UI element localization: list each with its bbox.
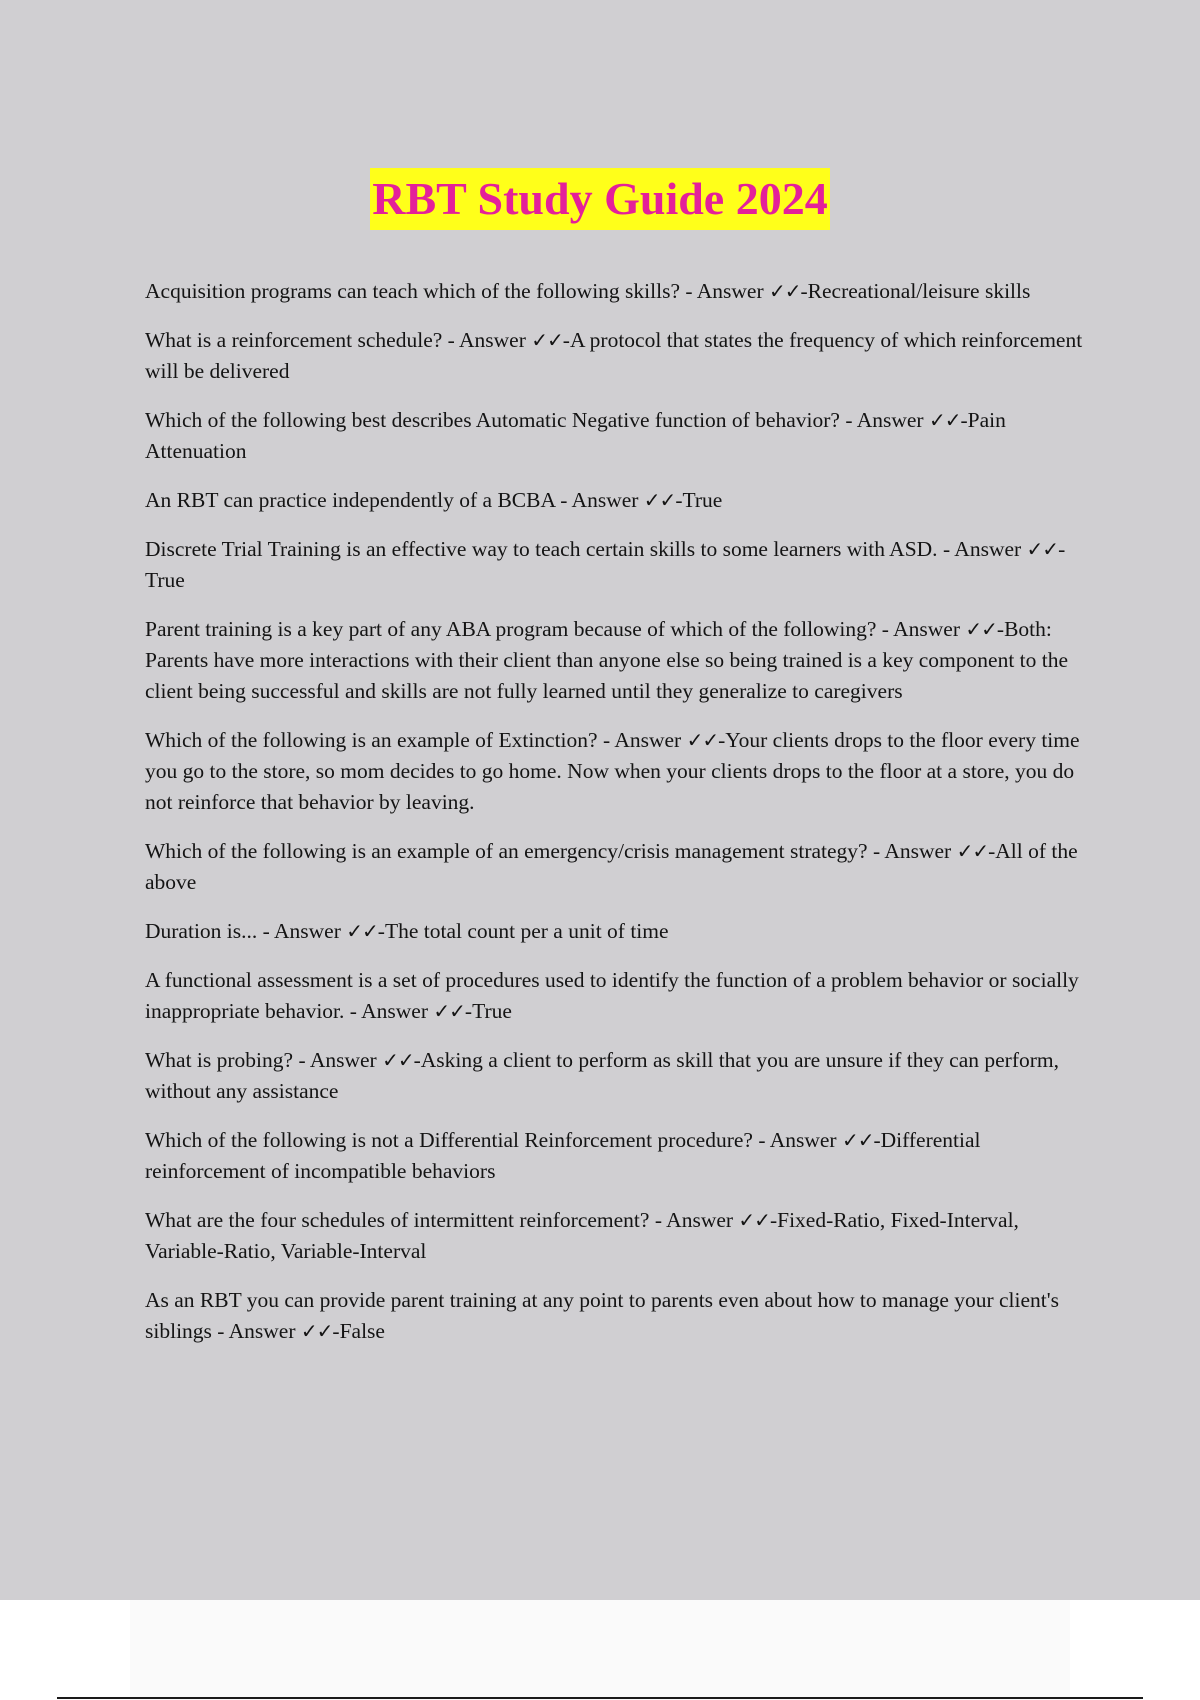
double-check-icon: ✓✓	[965, 617, 997, 641]
qa-item: What is a reinforcement schedule? - Answer ✓✓-A protocol that states the frequency of which reinforcement will be delivered	[145, 328, 1083, 383]
question-text: Duration is...	[145, 919, 258, 943]
answer-text: All of the above	[145, 839, 1078, 894]
answer-label: Answer	[459, 328, 526, 352]
double-check-icon: ✓✓	[1026, 537, 1059, 561]
answer-text: Pain Attenuation	[145, 408, 1006, 463]
answer-label: Answer	[228, 1319, 296, 1343]
qa-item: Which of the following is an example of an emergency/crisis management strategy? - Answer ✓✓-All of the above	[145, 839, 1078, 894]
question-text: Which of the following is an example of an emergency/crisis management strategy?	[145, 839, 868, 863]
qa-item: What are the four schedules of intermittent reinforcement? - Answer ✓✓-Fixed-Ratio, Fixed-Interval, Variable-Ratio, Variable-Interval	[145, 1208, 1019, 1263]
answer-text: True	[145, 568, 185, 592]
answer-label: Answer	[893, 617, 961, 641]
answer-text: Your clients drops to the floor every time you go to the store, so mom decides to go home. Now when your clients drops to the floor at a store, you do not reinforce that behavior by leaving.	[145, 728, 1080, 814]
page-bottom-margin	[0, 1600, 1200, 1700]
double-check-icon: ✓✓	[346, 919, 378, 943]
answer-text: Fixed-Ratio, Fixed-Interval, Variable-Ratio, Variable-Interval	[145, 1208, 1019, 1263]
qa-item: Which of the following is not a Differential Reinforcement procedure? - Answer ✓✓-Differential reinforcement of incompatible behaviors	[145, 1128, 981, 1183]
qa-item: An RBT can practice independently of a BCBA - Answer ✓✓-True	[145, 488, 723, 512]
question-text: Which of the following is not a Differential Reinforcement procedure?	[145, 1128, 753, 1152]
qa-item: Which of the following best describes Automatic Negative function of behavior? - Answer ✓✓-Pain Attenuation	[145, 408, 1006, 463]
footer-divider	[57, 1697, 1143, 1699]
question-text: What are the four schedules of intermittent reinforcement?	[145, 1208, 650, 1232]
answer-label: Answer	[614, 728, 682, 752]
answer-text: Recreational/leisure skills	[807, 279, 1031, 303]
title-wrapper	[0, 168, 1200, 230]
answer-text: Asking a client to perform as skill that you are unsure if they can perform, without any assistance	[145, 1048, 1059, 1103]
answer-label: Answer	[666, 1208, 734, 1232]
answer-label: Answer	[954, 537, 1022, 561]
qa-item: A functional assessment is a set of procedures used to identify the function of a problem behavior or socially inappropriate behavior. - Answer ✓✓-True	[145, 968, 1079, 1023]
answer-label: Answer	[769, 1128, 837, 1152]
page-title: RBT Study Guide 2024	[370, 168, 829, 230]
double-check-icon: ✓✓	[841, 1128, 874, 1152]
double-check-icon: ✓✓	[531, 328, 563, 352]
footer-shade	[130, 1600, 1070, 1700]
qa-item: Parent training is a key part of any ABA program because of which of the following? - Answer ✓✓-Both: Parents have more interactions with their client than anyone else so being trained is a key component to the client being successful and skills are not fully learned until they generalize to caregivers	[145, 617, 1069, 703]
double-check-icon: ✓✓	[433, 999, 465, 1023]
double-check-icon: ✓✓	[928, 408, 961, 432]
question-text: What is a reinforcement schedule?	[145, 328, 443, 352]
question-text: Discrete Trial Training is an effective way to teach certain skills to some learners with ASD.	[145, 537, 938, 561]
answer-label: Answer	[884, 839, 952, 863]
qa-item: As an RBT you can provide parent training at any point to parents even about how to manage your client's siblings - Answer ✓✓-False	[145, 1288, 1060, 1343]
answer-label: Answer	[696, 279, 764, 303]
question-text: As an RBT you can provide parent training at any point to parents even about how to manage your client's siblings	[145, 1288, 1060, 1343]
qa-list	[145, 276, 1090, 1365]
double-check-icon: ✓✓	[300, 1319, 333, 1343]
answer-label: Answer	[856, 408, 924, 432]
answer-text: The total count per a unit of time	[384, 919, 669, 943]
answer-text: True	[682, 488, 723, 512]
answer-text: A protocol that states the frequency of which reinforcement will be delivered	[145, 328, 1083, 383]
qa-item: Acquisition programs can teach which of the following skills? - Answer ✓✓-Recreational/leisure skills	[145, 279, 1031, 303]
question-text: An RBT can practice independently of a BCBA	[145, 488, 555, 512]
qa-item: Discrete Trial Training is an effective way to teach certain skills to some learners with ASD. - Answer ✓✓-True	[145, 537, 1066, 592]
answer-text: False	[339, 1319, 385, 1343]
qa-item: Duration is... - Answer ✓✓-The total count per a unit of time	[145, 919, 669, 943]
answer-label: Answer	[571, 488, 639, 512]
question-text: A functional assessment is a set of procedures used to identify the function of a problem behavior or socially inappropriate behavior.	[145, 968, 1079, 1023]
answer-label: Answer	[309, 1048, 377, 1072]
double-check-icon: ✓✓	[738, 1208, 770, 1232]
question-text: Which of the following best describes Automatic Negative function of behavior?	[145, 408, 840, 432]
double-check-icon: ✓✓	[686, 728, 719, 752]
answer-text: Differential reinforcement of incompatible behaviors	[145, 1128, 981, 1183]
double-check-icon: ✓✓	[643, 488, 676, 512]
question-text: Which of the following is an example of Extinction?	[145, 728, 598, 752]
answer-label: Answer	[361, 999, 429, 1023]
qa-item: What is probing? - Answer ✓✓-Asking a client to perform as skill that you are unsure if they can perform, without any assistance	[145, 1048, 1059, 1103]
question-text: Parent training is a key part of any ABA program because of which of the following?	[145, 617, 877, 641]
question-text: What is probing?	[145, 1048, 294, 1072]
qa-item: Which of the following is an example of Extinction? - Answer ✓✓-Your clients drops to the floor every time you go to the store, so mom decides to go home. Now when your clients drops to the floor at a store, you do not reinforce that behavior by leaving.	[145, 728, 1080, 814]
answer-text: Both: Parents have more interactions with their client than anyone else so being trained is a key component to the client being successful and skills are not fully learned until they generalize to caregivers	[145, 617, 1069, 703]
double-check-icon: ✓✓	[382, 1048, 414, 1072]
answer-label: Answer	[274, 919, 341, 943]
answer-text: True	[472, 999, 512, 1023]
question-text: Acquisition programs can teach which of the following skills?	[145, 279, 680, 303]
double-check-icon: ✓✓	[768, 279, 801, 303]
double-check-icon: ✓✓	[956, 839, 989, 863]
